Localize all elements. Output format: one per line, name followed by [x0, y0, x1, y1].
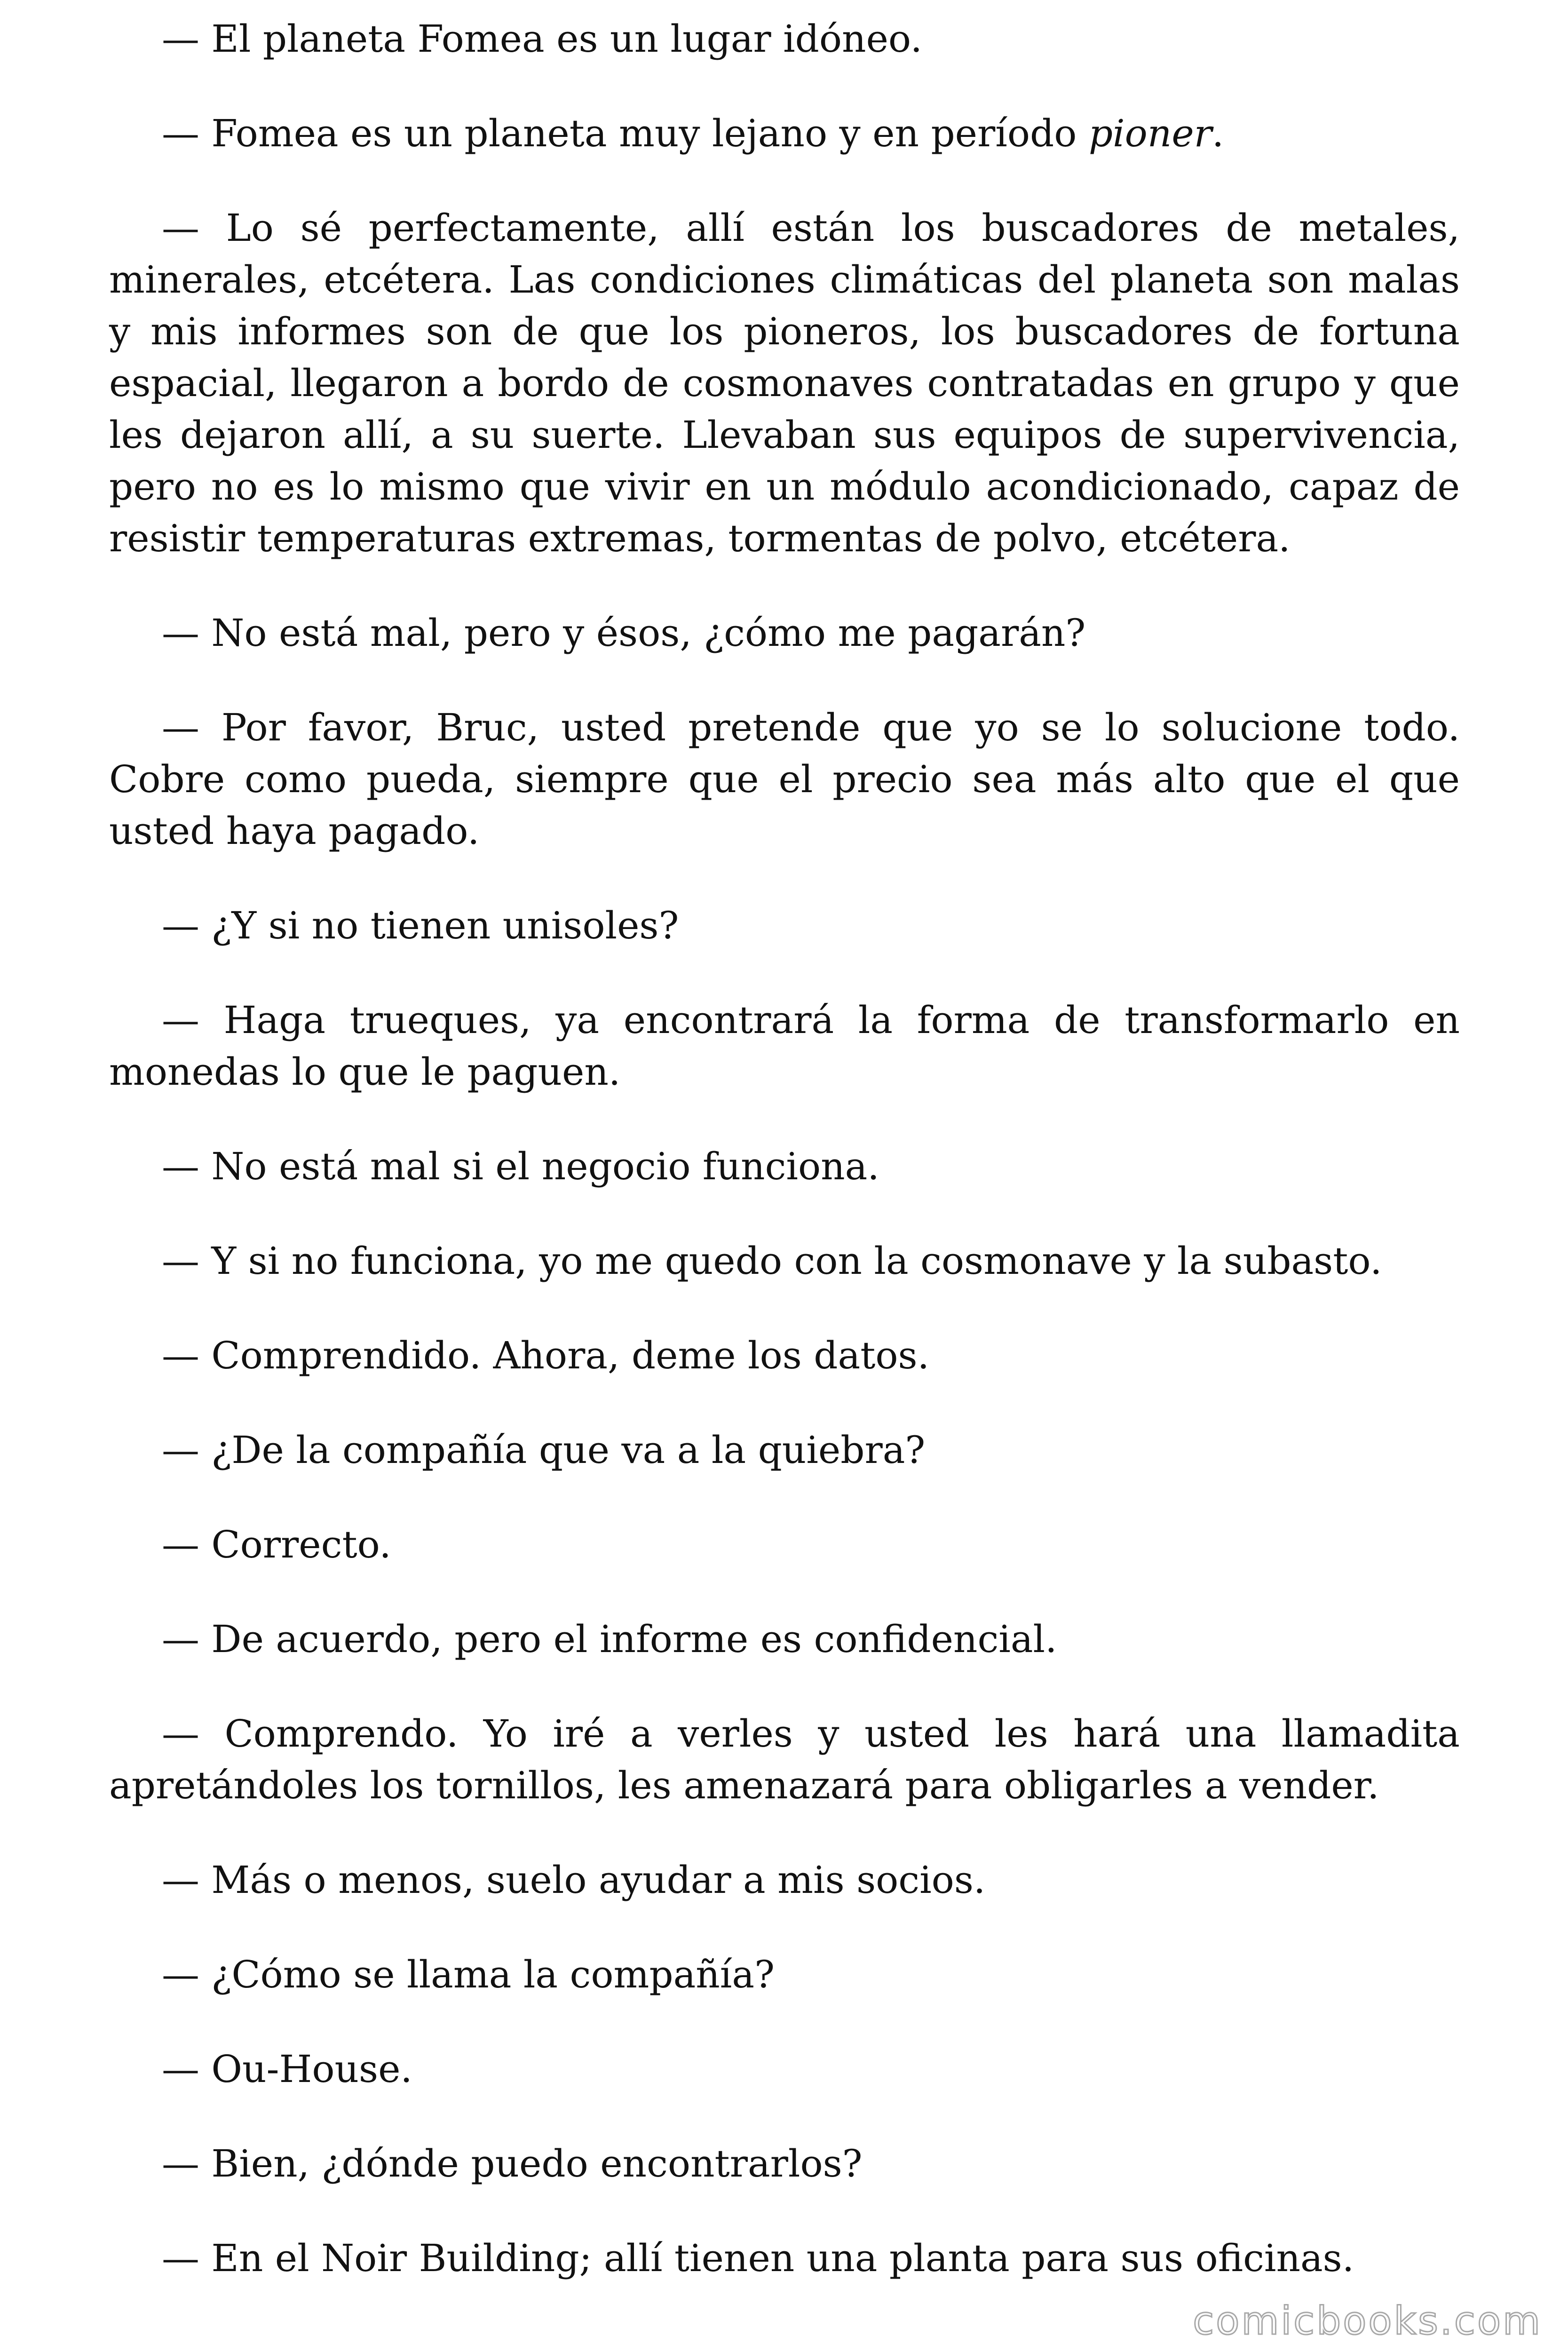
paragraph-text: — Haga trueques, ya encontrará la forma de transformarlo en monedas lo que le paguen.: [109, 998, 1460, 1094]
paragraph-5: [109, 702, 1460, 857]
paragraph-text: — ¿Y si no tienen unisoles?: [162, 904, 679, 947]
paragraph-text: — No está mal, pero y ésos, ¿cómo me pagarán?: [162, 611, 1086, 655]
paragraph-12: [109, 1519, 1460, 1571]
book-page: [109, 0, 1460, 2352]
paragraph-text: — Bien, ¿dónde puedo encontrarlos?: [162, 2142, 863, 2185]
paragraph-11: [109, 1424, 1460, 1476]
paragraph-tail: .: [1212, 111, 1224, 155]
paragraph-4: [109, 607, 1460, 659]
paragraph-2: [109, 108, 1460, 159]
paragraph-text: — Fomea es un planeta muy lejano y en período: [162, 111, 1089, 155]
paragraph-text: — No está mal si el negocio funciona.: [162, 1144, 879, 1188]
paragraph-text: — ¿De la compañía que va a la quiebra?: [162, 1428, 926, 1472]
paragraph-text: — Y si no funciona, yo me quedo con la cosmonave y la subasto.: [162, 1239, 1382, 1283]
paragraph-text: — ¿Cómo se llama la compañía?: [162, 1953, 775, 1996]
paragraph-text: — Comprendido. Ahora, deme los datos.: [162, 1334, 929, 1377]
paragraph-text: — Más o menos, suelo ayudar a mis socios.: [162, 1858, 986, 1902]
paragraph-6: [109, 900, 1460, 952]
paragraph-10: [109, 1330, 1460, 1382]
paragraph-8: [109, 1141, 1460, 1192]
paragraph-text: — Lo sé perfectamente, allí están los buscadores de metales, minerales, etcétera. Las condiciones climáticas del planeta son malas y mis informes son de que los pioneros, los buscadores de fortuna espacial, llegaron a bordo de cosmonaves contratadas en grupo y que les dejaron allí, a su suerte. Llevaban sus equipos de supervivencia, pero no es lo mismo que vivir en un módulo acondicionado, capaz de resistir temperaturas extremas, tormentas de polvo, etcétera.: [109, 206, 1460, 560]
paragraph-text: — El planeta Fomea es un lugar idóneo.: [162, 17, 923, 61]
paragraph-9: [109, 1235, 1460, 1287]
paragraph-text: — Por favor, Bruc, usted pretende que yo se lo solucione todo. Cobre como pueda, siempre que el precio sea más alto que el que usted haya pagado.: [109, 706, 1460, 853]
paragraph-text: — Correcto.: [162, 1523, 391, 1566]
paragraph-17: [109, 2043, 1460, 2095]
paragraph-3: [109, 202, 1460, 564]
paragraph-1: [109, 13, 1460, 65]
paragraph-7: [109, 994, 1460, 1098]
paragraph-15: [109, 1854, 1460, 1906]
italic-word: pioner: [1088, 111, 1212, 155]
paragraph-13: [109, 1613, 1460, 1665]
paragraph-text: — En el Noir Building; allí tienen una planta para sus oficinas.: [162, 2236, 1354, 2280]
paragraph-18: [109, 2138, 1460, 2190]
paragraph-text: — De acuerdo, pero el informe es confidencial.: [162, 1617, 1057, 1661]
paragraph-19: [109, 2233, 1460, 2284]
watermark-logo: comicbooks.com: [1193, 2299, 1542, 2344]
paragraph-text: — Ou-House.: [162, 2047, 412, 2091]
paragraph-text: — Comprendo. Yo iré a verles y usted les hará una llamadita apretándoles los tornillos, les amenazará para obligarles a vender.: [109, 1712, 1460, 1807]
paragraph-14: [109, 1708, 1460, 1812]
paragraph-16: [109, 1949, 1460, 2001]
